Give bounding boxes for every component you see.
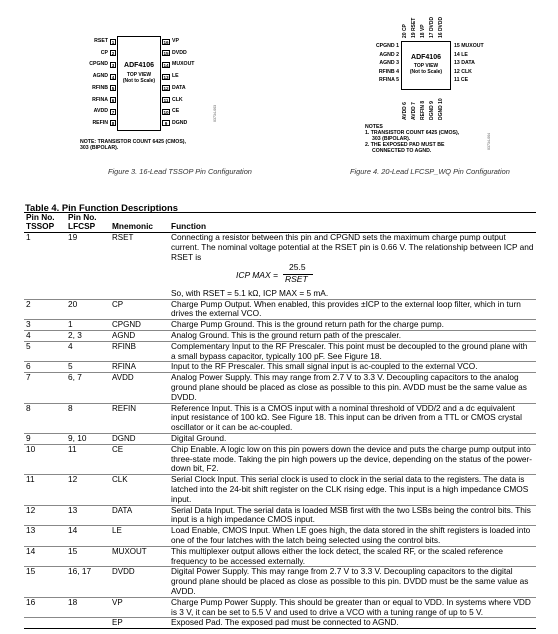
- cell-mnemonic: DVDD: [112, 567, 135, 577]
- cell-function: [169, 373, 536, 403]
- cell-function: [169, 320, 536, 331]
- tssop-pin-label: DATA: [172, 84, 186, 91]
- cell-lfcsp-pin: 20: [68, 298, 78, 309]
- tssop-pin-label: DGND: [172, 119, 188, 126]
- cell-lfcsp-pin: 12: [68, 474, 78, 485]
- table-row: [24, 433, 536, 444]
- tssop-pin-number: 16: [163, 39, 169, 45]
- lfcsp-left-pin-label: CPGND 1: [375, 43, 399, 49]
- cell-function: [169, 505, 536, 526]
- cell-mnemonic: LE: [112, 526, 122, 536]
- tssop-chip-body: [117, 36, 161, 131]
- lfcsp-left-pin-label: RFINB 4: [378, 68, 399, 75]
- tssop-pin-label: CP: [100, 49, 108, 56]
- cell-mnemonic: CLK: [112, 475, 128, 485]
- table-row: [24, 618, 536, 629]
- tssop-pin-label: MUXOUT: [172, 61, 195, 68]
- lfcsp-left-pin-label: AGND 2: [379, 51, 399, 58]
- figure-4-caption: Figure 4. 20-Lead LFCSP_WQ Pin Configuration: [350, 167, 510, 176]
- tssop-pin-number: 15: [163, 51, 169, 57]
- lfcsp-bottom-pin-label: DGND 9: [429, 101, 435, 120]
- tssop-pin-number: 3: [111, 62, 115, 68]
- function-text: Reference Input. This is a CMOS input with a nominal threshold of VDD/2 and a dc equivalent input resistance of 100 kΩ. See Figure 18. This input can be driven from a TTL or CMOS crystal oscillator or it can be ac-coupled.: [171, 402, 522, 433]
- figure-3-caption: Figure 3. 16-Lead TSSOP Pin Configuration: [108, 167, 252, 176]
- header-tssop: Pin No. TSSOP: [26, 212, 55, 232]
- table-row: [24, 362, 536, 373]
- cell-tssop-pin: 7: [26, 372, 31, 383]
- tssop-pin-number: 11: [163, 98, 169, 103]
- cell-mnemonic: CE: [112, 444, 124, 454]
- lfcsp-top-pin-label: 17 DVDD: [429, 16, 435, 38]
- cell-mnemonic: CP: [112, 299, 124, 309]
- cell-tssop-pin: 14: [26, 545, 36, 556]
- tssop-pin-label: AGND: [92, 73, 108, 80]
- tssop-pin-label: CE: [172, 108, 180, 115]
- tssop-pin-number: 6: [111, 98, 115, 103]
- cell-tssop-pin: 5: [26, 340, 31, 351]
- table-row: [24, 299, 536, 320]
- cell-tssop-pin: 12: [26, 504, 36, 515]
- figure-3-tssop: [70, 30, 230, 170]
- cell-function: [169, 546, 536, 567]
- tssop-pin-number: 2: [111, 51, 115, 57]
- function-text: Analog Ground. This is the ground return path of the prescaler.: [171, 329, 401, 340]
- tssop-pin-number: 7: [111, 109, 115, 115]
- tssop-pin-number: 4: [111, 74, 115, 80]
- cell-lfcsp-pin: 6, 7: [68, 372, 82, 383]
- lfcsp-figure-code: 03734-004: [487, 132, 491, 150]
- cell-mnemonic: AVDD: [112, 373, 134, 383]
- cell-tssop-pin: 15: [26, 566, 36, 577]
- function-text: Chip Enable. A logic low on this pin powers down the device and puts the charge pump output into three-state mode. Taking the pin high powers up the device, depending on the status of the power-down bit, F2.: [171, 443, 532, 474]
- lfcsp-bottom-pin-label: REFIN 8: [420, 100, 426, 120]
- table-row: [24, 475, 536, 505]
- cell-mnemonic: VP: [112, 597, 123, 607]
- function-text-continued: So, with RSET = 5.1 kΩ, ICP MAX = 5 mA.: [171, 287, 329, 298]
- table-title: Table 4. Pin Function Descriptions: [25, 202, 178, 213]
- function-text: Digital Power Supply. This may range from 2.7 V to 3.3 V. Decoupling capacitors to the digital ground plane should be placed as close as possible to this pin. DVDD must be the same value as AVDD.: [171, 566, 529, 596]
- lfcsp-right-pin-label: 13 DATA: [454, 60, 475, 67]
- lfcsp-left-pin-label: RFINA 5: [379, 77, 399, 84]
- cell-lfcsp-pin: 8: [68, 402, 73, 413]
- cell-lfcsp-pin: 19: [68, 232, 78, 243]
- function-text: Charge Pump Power Supply. This should be greater than or equal to VDD. In systems where VDD is 3 V, it can be set to 5.5 V and used to drive a VCO with a tuning range of up to 5 V.: [171, 596, 531, 617]
- cell-tssop-pin: 16: [26, 596, 36, 607]
- lfcsp-bottom-pin-label: AVDD 6: [402, 102, 408, 120]
- tssop-pin-number: 10: [163, 109, 169, 115]
- cell-mnemonic: RFINA: [112, 362, 136, 372]
- lfcsp-chip-view: TOP VIEW: [413, 63, 439, 69]
- tssop-pin-label: REFIN: [92, 119, 108, 126]
- lfcsp-bottom-pin-label: AVDD 7: [411, 102, 417, 120]
- tssop-chip-scale: (Not to Scale): [122, 78, 156, 84]
- cell-mnemonic: RFINB: [112, 341, 136, 351]
- cell-function: [169, 299, 536, 320]
- cell-function: [169, 330, 536, 341]
- cell-mnemonic: DGND: [112, 433, 136, 443]
- cell-function: [169, 597, 536, 618]
- cell-lfcsp-pin: 18: [68, 596, 78, 607]
- lfcsp-chip-name: ADF4106: [411, 54, 441, 61]
- tssop-pin-label: VP: [172, 38, 179, 44]
- tssop-pin-number: 5: [111, 86, 115, 92]
- cell-tssop-pin: 4: [26, 329, 31, 340]
- lfcsp-right-pin-label: 14 LE: [454, 51, 468, 58]
- header-function: Function: [171, 221, 207, 232]
- table-header-row: [24, 213, 536, 233]
- cell-lfcsp-pin: 4: [68, 340, 73, 351]
- table-row: [24, 373, 536, 403]
- lfcsp-left-pin-label: AGND 3: [379, 60, 399, 67]
- cell-lfcsp-pin: 13: [68, 504, 78, 515]
- cell-tssop-pin: 9: [26, 432, 31, 443]
- table-row: [24, 330, 536, 341]
- formula-denominator: RSET: [285, 273, 308, 284]
- table-row: [24, 444, 536, 474]
- tssop-pin-number: 8: [111, 121, 115, 127]
- cell-tssop-pin: 10: [26, 443, 36, 454]
- cell-lfcsp-pin: 14: [68, 525, 78, 536]
- tssop-pin-label: RFINB: [92, 84, 108, 91]
- table-row: [24, 403, 536, 433]
- function-text: Connecting a resistor between this pin and CPGND sets the maximum charge pump output current. The nominal voltage potential at the RSET pin is 0.66 V. The relationship between ICP and RSET is: [171, 232, 534, 262]
- cell-function: [169, 341, 536, 362]
- cell-lfcsp-pin: 9, 10: [68, 432, 87, 443]
- tssop-pin-label: CLK: [172, 96, 183, 103]
- cell-tssop-pin: 8: [26, 402, 31, 413]
- lfcsp-right-pin-label: 15 MUXOUT: [454, 43, 484, 49]
- cell-tssop-pin: 6: [26, 361, 31, 372]
- formula-numerator: 25.5: [289, 261, 306, 272]
- tssop-pin-label: LE: [172, 73, 179, 80]
- tssop-pin-number: 1: [111, 39, 115, 45]
- function-text: Load Enable, CMOS Input. When LE goes high, the data stored in the shift registers is loaded into one of the four latches with the latch being selected using the control bits.: [171, 525, 531, 545]
- table-row: [24, 505, 536, 526]
- tssop-pin-number: 14: [163, 62, 169, 68]
- cell-lfcsp-pin: 15: [68, 545, 78, 556]
- tssop-pin-number: 13: [163, 74, 169, 80]
- lfcsp-right-pin-label: 11 CE: [454, 77, 469, 84]
- table-row: [24, 526, 536, 547]
- table-row: [24, 597, 536, 618]
- cell-lfcsp-pin: 11: [68, 443, 77, 454]
- cell-function: [169, 433, 536, 444]
- table-row: [24, 341, 536, 362]
- tssop-note-line2: 303 (BIPOLAR).: [80, 145, 119, 151]
- cell-tssop-pin: 3: [26, 319, 31, 330]
- lfcsp-note-2a: 2. THE EXPOSED PAD MUST BE: [365, 142, 445, 148]
- cell-mnemonic: MUXOUT: [112, 546, 147, 556]
- tssop-pin-number: 12: [163, 86, 169, 92]
- lfcsp-bottom-pin-label: DGND 10: [438, 98, 444, 120]
- cell-function: [169, 526, 536, 547]
- cell-function: [169, 618, 536, 629]
- cell-function: [169, 475, 536, 505]
- cell-tssop-pin: 11: [26, 474, 35, 485]
- cell-mnemonic: AGND: [112, 330, 136, 340]
- cell-tssop-pin: 1: [26, 232, 31, 243]
- cell-tssop-pin: 2: [26, 298, 31, 309]
- cell-mnemonic: CPGND: [112, 320, 141, 330]
- lfcsp-note-2b: CONNECTED TO AGND.: [372, 148, 432, 154]
- cell-function: [169, 233, 536, 299]
- tssop-pin-label: RFINA: [92, 96, 108, 103]
- cell-tssop-pin: [24, 618, 66, 629]
- cell-function: [169, 403, 536, 433]
- lfcsp-chip-body: [401, 41, 451, 90]
- lfcsp-right-pin-label: 12 CLK: [454, 68, 472, 75]
- function-text: Digital Ground.: [171, 432, 227, 443]
- cell-lfcsp-pin: 2, 3: [68, 329, 82, 340]
- formula-lhs: ICP MAX =: [236, 269, 278, 280]
- tssop-pin-label: RSET: [94, 38, 108, 44]
- cell-lfcsp-pin: 16, 17: [68, 566, 92, 577]
- tssop-chip-name: ADF4106: [124, 62, 154, 69]
- table-row: [24, 567, 536, 597]
- lfcsp-top-pin-label: 16 DVDD: [438, 16, 444, 38]
- tssop-pin-label: CPGND: [89, 61, 108, 68]
- lfcsp-note-1a: 1. TRANSISTOR COUNT 6425 (CMOS),: [365, 130, 460, 136]
- tssop-chip-view: TOP VIEW: [126, 72, 152, 78]
- cell-mnemonic: EP: [112, 618, 123, 628]
- table-row: [24, 320, 536, 331]
- charge-pump-formula: [171, 263, 534, 289]
- function-text: Charge Pump Ground. This is the ground return path for the charge pump.: [171, 319, 444, 330]
- lfcsp-top-pin-label: 20 CP: [402, 24, 408, 38]
- tssop-pin-number: 9: [162, 120, 170, 126]
- tssop-pin-label: DVDD: [172, 49, 187, 56]
- tssop-note-line1: NOTE: TRANSISTOR COUNT 6425 (CMOS),: [80, 139, 186, 145]
- function-text: Exposed Pad. The exposed pad must be connected to AGND.: [171, 617, 399, 628]
- header-lfcsp: Pin No. LFCSP: [68, 212, 97, 232]
- cell-function: [169, 567, 536, 597]
- lfcsp-note-1b: 303 (BIPOLAR).: [372, 136, 411, 142]
- lfcsp-notes-title: NOTES: [365, 124, 383, 130]
- cell-mnemonic: RSET: [112, 233, 134, 243]
- lfcsp-chip-scale: (Not to Scale): [409, 69, 443, 75]
- function-text: Input to the RF Prescaler. This small signal input is ac-coupled to the external VCO.: [171, 361, 478, 372]
- table-row: [24, 546, 536, 567]
- cell-mnemonic: DATA: [112, 505, 133, 515]
- cell-function: [169, 444, 536, 474]
- figure-4-lfcsp: [335, 2, 535, 162]
- function-text: Serial Clock Input. This serial clock is used to clock in the serial data to the registers. The data is latched into the 24-bit shift register on the CLK rising edge. This input is a high impedance CMOS input.: [171, 474, 529, 504]
- function-text: This multiplexer output allows either the lock detect, the scaled RF, or the scaled reference frequency to be accessed externally.: [171, 545, 504, 566]
- lfcsp-top-pin-label: 18 VP: [420, 24, 426, 38]
- table-row: [24, 233, 536, 299]
- cell-mnemonic: REFIN: [112, 403, 136, 413]
- cell-function: [169, 362, 536, 373]
- cell-tssop-pin: 13: [26, 525, 36, 536]
- header-mnemonic: Mnemonic: [112, 221, 154, 232]
- function-text: Charge Pump Output. When enabled, this provides ±ICP to the external loop filter, which in turn drives the external VCO.: [171, 298, 521, 319]
- tssop-figure-code: 03734-003: [213, 104, 217, 122]
- pin-function-table: [24, 212, 536, 629]
- cell-lfcsp-pin: 5: [68, 361, 73, 372]
- lfcsp-top-pin-label: 19 RSET: [411, 17, 417, 38]
- cell-lfcsp-pin: 1: [68, 319, 73, 330]
- function-text: Analog Power Supply. This may range from 2.7 V to 3.3 V. Decoupling capacitors to the analog ground plane should be placed as close as possible to this pin. AVDD must be the same value as DVDD.: [171, 372, 527, 402]
- function-text: Serial Data Input. The serial data is loaded MSB first with the two LSBs being the control bits. This input is a high impedance CMOS input.: [171, 504, 531, 525]
- function-text: Complementary Input to the RF Prescaler. This point must be decoupled to the ground plane with a small bypass capacitor, typically 100 pF. See Figure 18.: [171, 340, 528, 361]
- cell-lfcsp-pin: [66, 618, 110, 629]
- tssop-pin-label: AVDD: [93, 108, 108, 115]
